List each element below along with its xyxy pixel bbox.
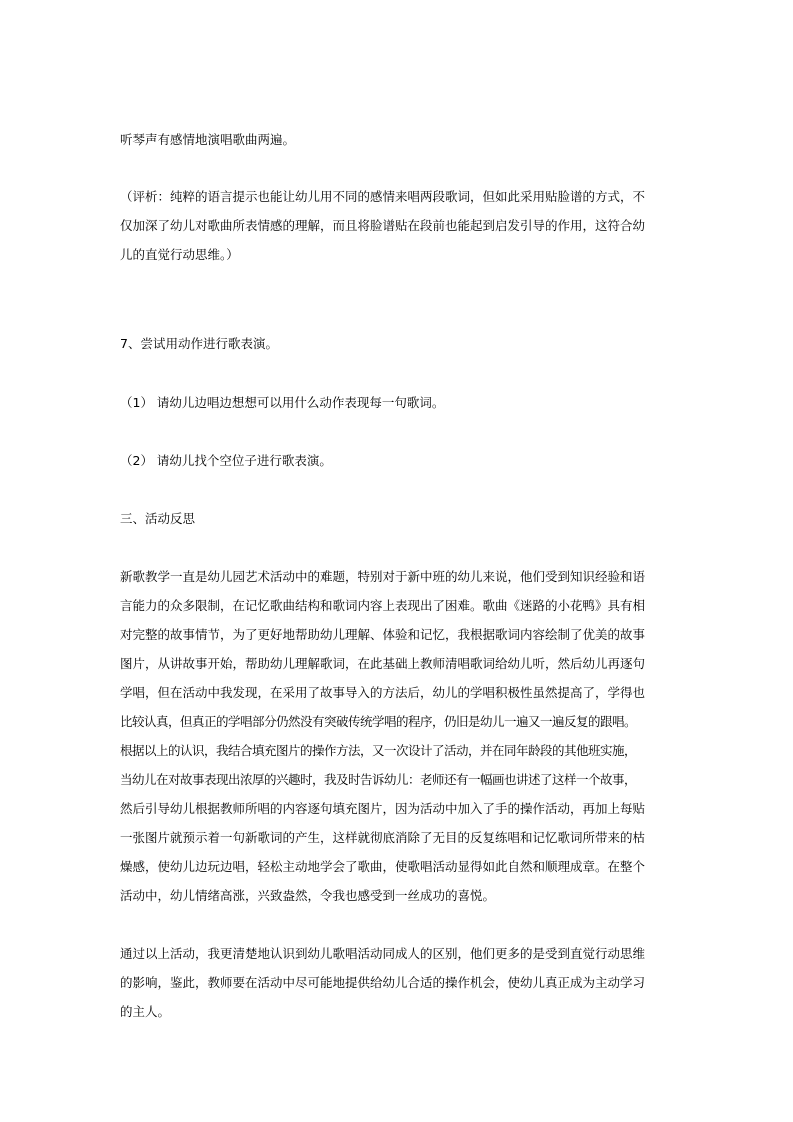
intro-line: 听琴声有感情地演唱歌曲两遍。	[120, 132, 296, 147]
sub-step-2: （2） 请幼儿找个空位子进行歌表演。	[120, 453, 332, 468]
paragraph-1-line-4: 图片，从讲故事开始，帮助幼儿理解歌词，在此基础上教师清唱歌词给幼儿听，然后幼儿再逐句	[120, 656, 646, 671]
paragraph-1-line-5: 学唱，但在活动中我发现，在采用了故事导入的方法后，幼儿的学唱积极性虽然提高了，学得也	[120, 685, 646, 700]
comment-line-3: 儿的直觉行动思维。）	[120, 247, 239, 262]
paragraph-1-line-1: 新歌教学一直是幼儿园艺术活动中的难题，特别对于新中班的幼儿来说，他们受到知识经验和语	[120, 569, 646, 584]
paragraph-1-line-3: 对完整的故事情节，为了更好地帮助幼儿理解、体验和记忆，我根据歌词内容绘制了优美的故事	[120, 627, 646, 642]
paragraph-1-line-6: 比较认真，但真正的学唱部分仍然没有突破传统学唱的程序，仍旧是幼儿一遍又一遍反复的跟唱。	[120, 714, 637, 729]
comment-line-2: 仅加深了幼儿对歌曲所表情感的理解，而且将脸谱贴在段前也能起到启发引导的作用，这符合幼	[120, 218, 646, 233]
paragraph-1-line-10: 一张图片就预示着一句新歌词的产生，这样就彻底消除了无目的反复练唱和记忆歌词所带来的枯	[120, 830, 646, 845]
sub-step-1: （1） 请幼儿边唱边想想可以用什么动作表现每一句歌词。	[120, 395, 445, 410]
paragraph-1-line-12: 活动中，幼儿情绪高涨，兴致盎然，令我也感受到一丝成功的喜悦。	[120, 888, 496, 903]
paragraph-2-line-3: 的主人。	[120, 1004, 171, 1019]
paragraph-2-line-1: 通过以上活动，我更清楚地认识到幼儿歌唱活动同成人的区别，他们更多的是受到直觉行动思维	[120, 946, 646, 961]
paragraph-1-line-11: 燥感，使幼儿边玩边唱，轻松主动地学会了歌曲，使歌唱活动显得如此自然和顺理成章。在整个	[120, 859, 646, 874]
paragraph-2-line-2: 的影响，鉴此，教师要在活动中尽可能地提供给幼儿合适的操作机会，使幼儿真正成为主动学习	[120, 975, 646, 990]
section-heading-reflection: 三、活动反思	[120, 511, 196, 526]
paragraph-1-line-2: 言能力的众多限制，在记忆歌曲结构和歌词内容上表现出了困难。歌曲《迷路的小花鸭》具有相	[120, 598, 646, 613]
paragraph-1-line-8: 当幼儿在对故事表现出浓厚的兴趣时，我及时告诉幼儿：老师还有一幅画也讲述了这样一个故事，	[120, 772, 637, 787]
comment-line-1: （评析：纯粹的语言提示也能让幼儿用不同的感情来唱两段歌词，但如此采用贴脸谱的方式，不	[120, 189, 646, 204]
paragraph-1-line-7: 根据以上的认识，我结合填充图片的操作方法，又一次设计了活动，并在同年龄段的其他班实施，	[120, 743, 637, 758]
step-7-heading: 7、尝试用动作进行歌表演。	[120, 336, 278, 351]
paragraph-1-line-9: 然后引导幼儿根据教师所唱的内容逐句填充图片，因为活动中加入了手的操作活动，再加上每贴	[120, 801, 646, 816]
